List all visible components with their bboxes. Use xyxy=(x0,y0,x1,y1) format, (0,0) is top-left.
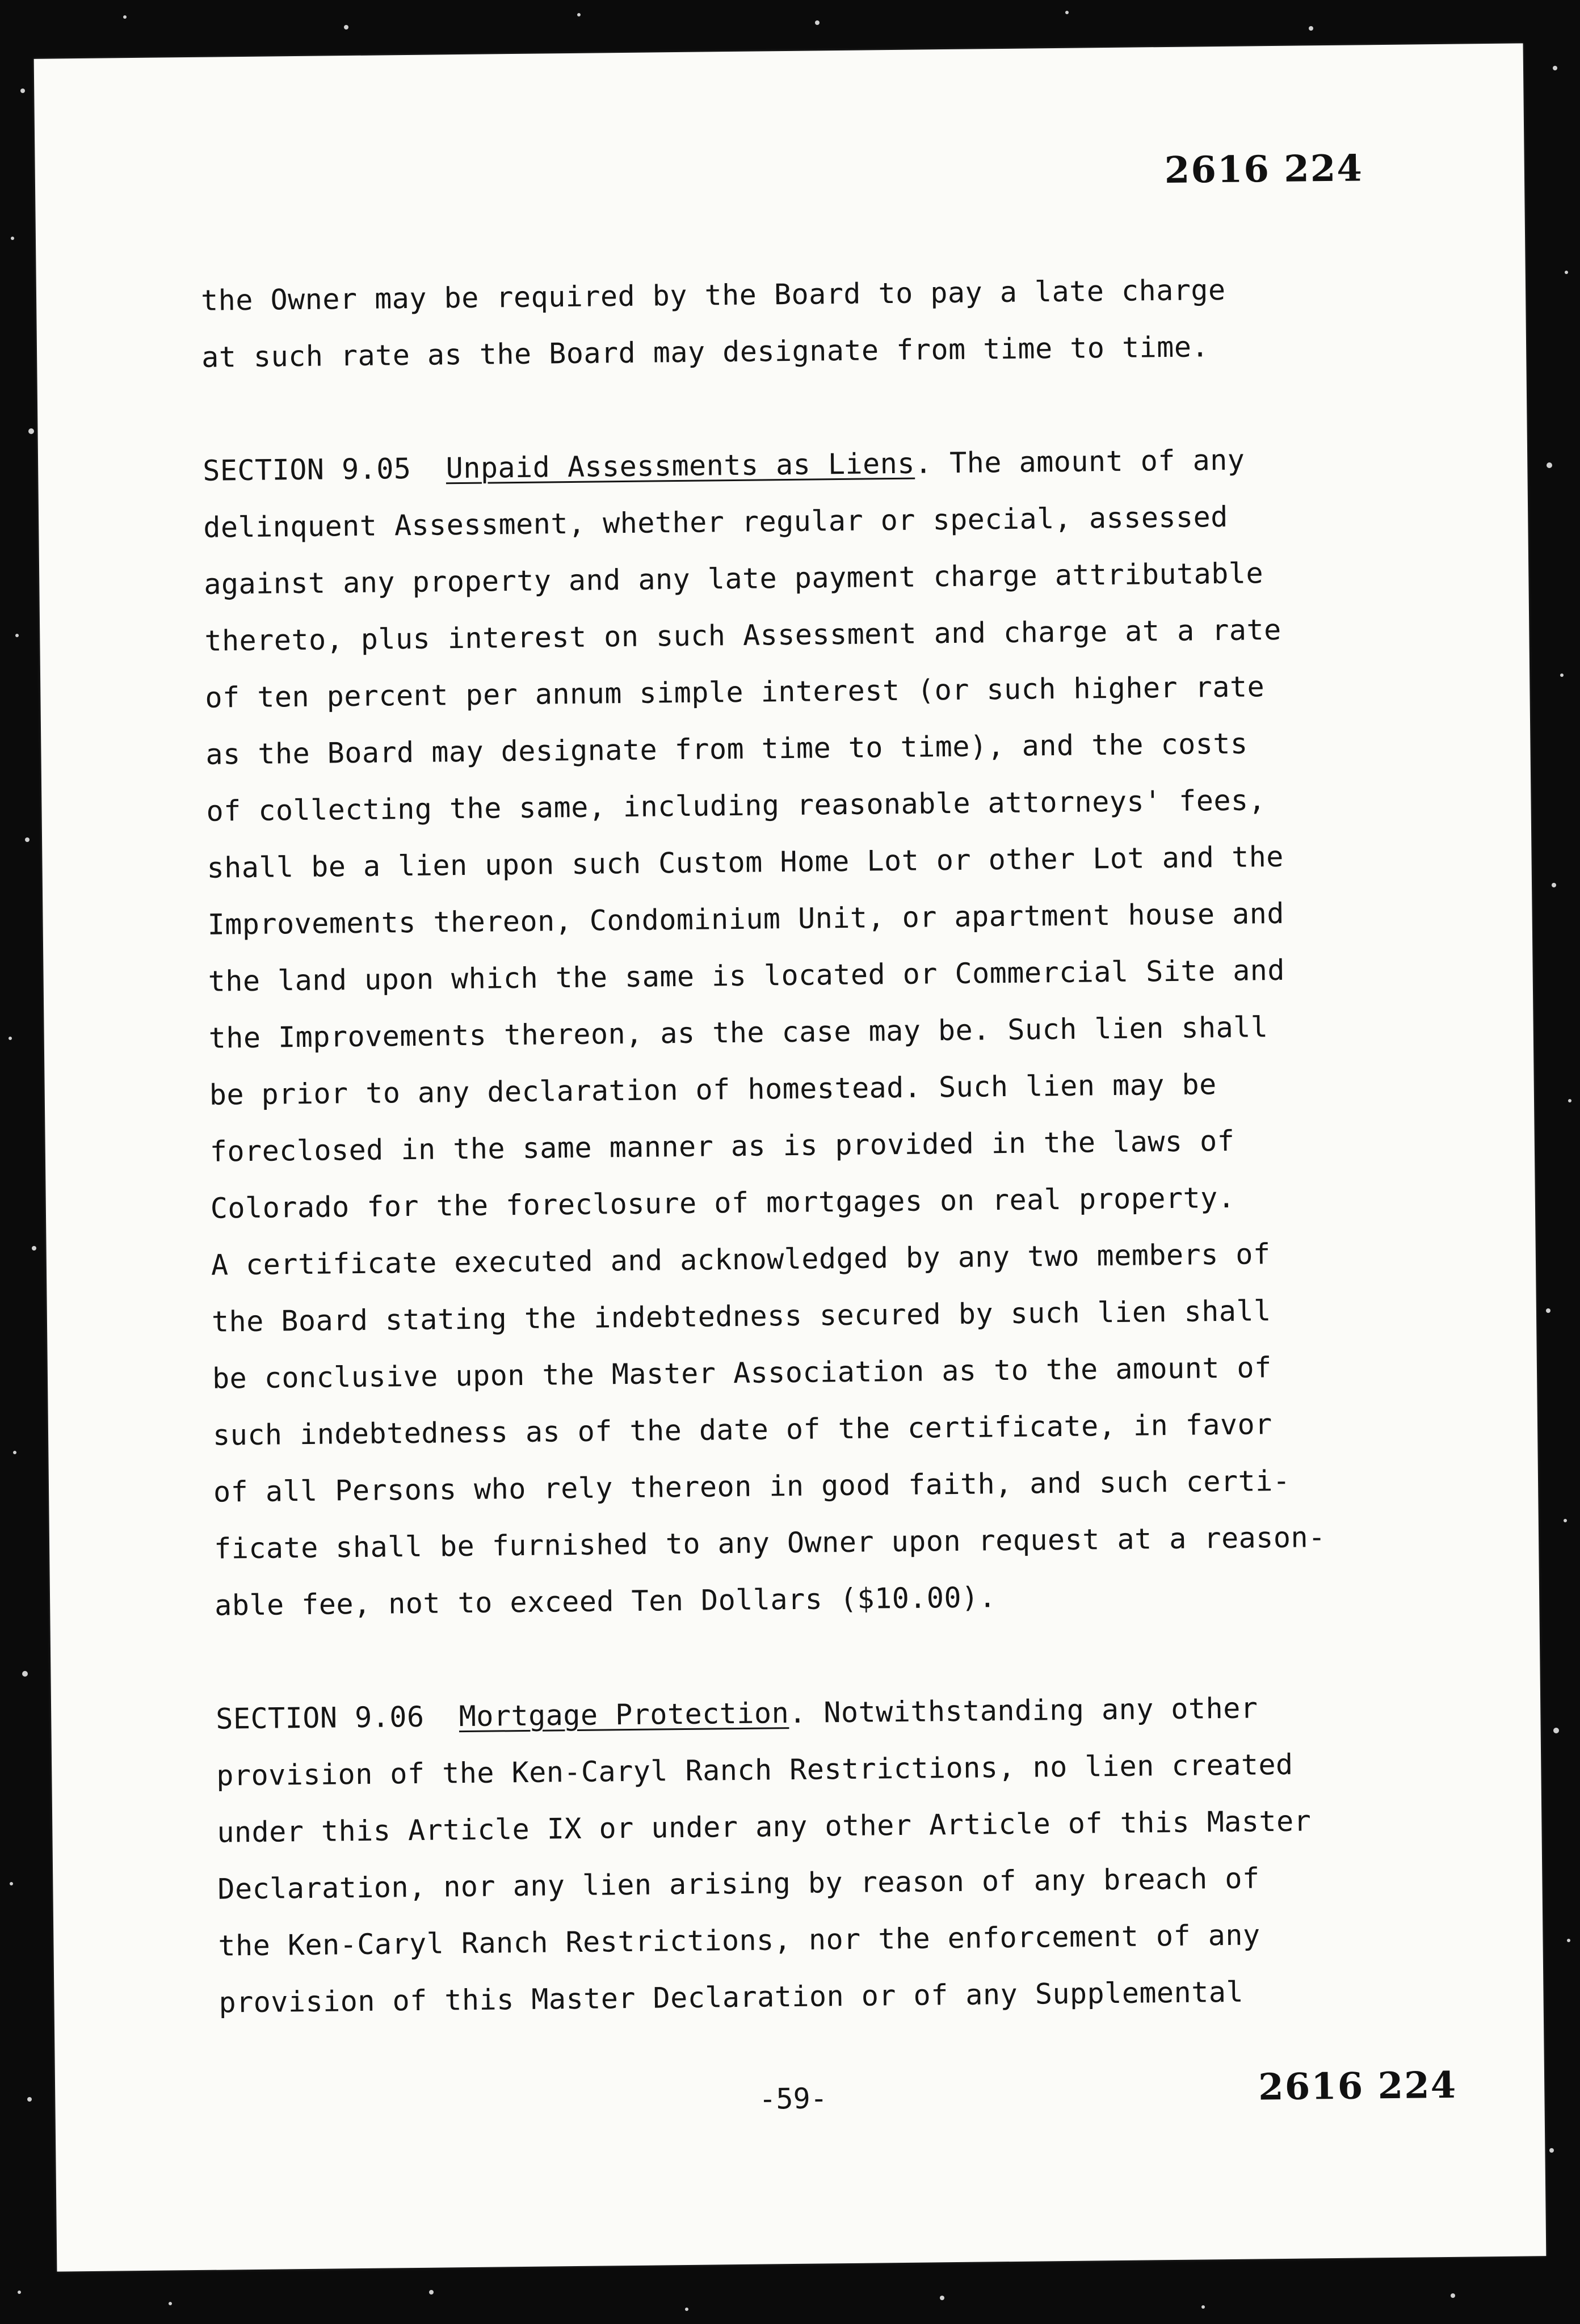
section-label: SECTION 9.05 xyxy=(202,452,411,487)
text-line: shall be a lien upon such Custom Home Lot or other Lot and the xyxy=(207,840,1284,885)
section-lead-text: . Notwithstanding any other xyxy=(788,1691,1258,1730)
text-line: of collecting the same, including reasonable attorneys' fees, xyxy=(206,784,1266,828)
text-line: the Board stating the indebtedness secured by such lien shall xyxy=(211,1294,1271,1338)
text-line: foreclosed in the same manner as is provided in the laws of xyxy=(209,1124,1235,1168)
text-line: be conclusive upon the Master Association as to the amount of xyxy=(212,1351,1272,1395)
text-line: against any property and any late payment charge attributable xyxy=(204,557,1264,601)
section-heading-line xyxy=(216,1691,1258,1735)
recording-stamp-bottom: 2616 224 xyxy=(1258,2064,1457,2109)
text-line: provision of this Master Declaration or of any Supplemental xyxy=(218,1975,1244,2019)
text-line: such indebtedness as of the date of the certificate, in favor xyxy=(212,1408,1273,1452)
text-line: the Owner may be required by the Board to pay a late charge xyxy=(200,273,1226,317)
text-line: the Improvements thereon, as the case may be. Such lien shall xyxy=(208,1011,1268,1055)
text-line: Colorado for the foreclosure of mortgages on real property. xyxy=(210,1181,1236,1225)
text-line: be prior to any declaration of homestead. Such lien may be xyxy=(209,1068,1217,1112)
text-line: provision of the Ken-Caryl Ranch Restrictions, no lien created xyxy=(216,1748,1293,1792)
text-line: as the Board may designate from time to time), and the costs xyxy=(205,727,1248,771)
section-lead-text: . The amount of any xyxy=(914,443,1245,480)
text-line: able fee, not to exceed Ten Dollars ($10.00). xyxy=(214,1581,997,1622)
text-line: under this Article IX or under any other Article of this Master xyxy=(217,1804,1312,1849)
text-line: A certificate executed and acknowledged by any two members of xyxy=(211,1237,1271,1282)
section-title: Mortgage Protection xyxy=(459,1696,789,1733)
text-line: of all Persons who rely thereon in good faith, and such certi- xyxy=(213,1464,1291,1509)
section-heading-line xyxy=(203,444,1245,487)
page-number: -59- xyxy=(759,2082,828,2116)
text-line: at such rate as the Board may designate from time to time. xyxy=(201,330,1209,374)
document-page xyxy=(34,43,1547,2271)
text-line: of ten percent per annum simple interest (or such higher rate xyxy=(205,670,1265,714)
text-line: the land upon which the same is located or Commercial Site and xyxy=(208,953,1285,998)
text-line: delinquent Assessment, whether regular or special, assessed xyxy=(203,500,1229,544)
text-line: ficate shall be furnished to any Owner upon request at a reason- xyxy=(213,1521,1326,1565)
section-label: SECTION 9.06 xyxy=(216,1700,425,1736)
recording-stamp-top: 2616 224 xyxy=(1164,147,1364,192)
text-line: the Ken-Caryl Ranch Restrictions, nor the enforcement of any xyxy=(218,1918,1260,1963)
text-line: Improvements thereon, Condominium Unit, or apartment house and xyxy=(207,896,1285,941)
section-title: Unpaid Assessments as Liens xyxy=(446,447,915,485)
text-line: Declaration, nor any lien arising by reason of any breach of xyxy=(217,1862,1260,1906)
text-line: thereto, plus interest on such Assessment and charge at a rate xyxy=(204,613,1281,658)
